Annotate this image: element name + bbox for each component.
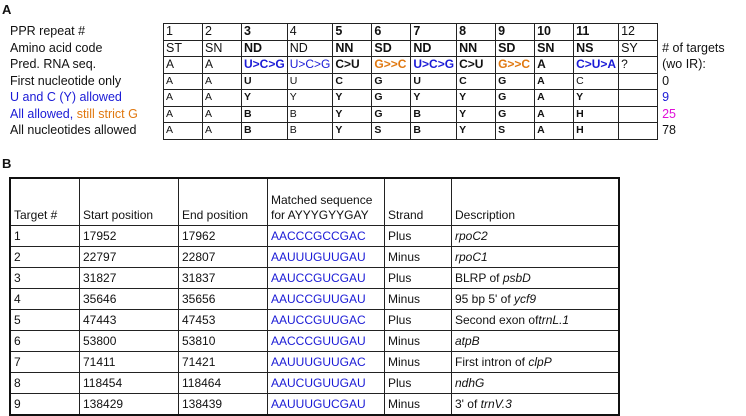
matched-sequence: AAUUUGUUGAU bbox=[268, 247, 385, 268]
ppr-cell: C bbox=[574, 73, 619, 90]
ppr-cell: A bbox=[535, 73, 574, 90]
ppr-cell: 6 bbox=[372, 24, 411, 41]
ppr-cell: ND bbox=[411, 40, 457, 57]
ppr-cell: C>U>A bbox=[574, 57, 619, 74]
ppr-cell: ND bbox=[287, 40, 333, 57]
matched-sequence: AAUCUGUUGAU bbox=[268, 373, 385, 394]
gene-name: atpB bbox=[455, 334, 480, 348]
start-position: 47443 bbox=[80, 310, 179, 331]
description: BLRP of psbD bbox=[452, 268, 620, 289]
ppr-cell: 4 bbox=[287, 24, 333, 41]
ppr-cell: SD bbox=[496, 40, 535, 57]
ppr-cell: B bbox=[242, 106, 288, 123]
row-label: PPR repeat # bbox=[10, 24, 86, 39]
start-position: 17952 bbox=[80, 226, 179, 247]
strand: Plus bbox=[385, 373, 452, 394]
ppr-cell bbox=[619, 73, 658, 90]
target-number: 1 bbox=[10, 226, 80, 247]
target-number: 8 bbox=[10, 373, 80, 394]
ppr-cell: G bbox=[372, 106, 411, 123]
ppr-cell bbox=[619, 90, 658, 107]
ppr-cell: A bbox=[203, 57, 242, 74]
target-number: 5 bbox=[10, 310, 80, 331]
ppr-cell: G bbox=[372, 73, 411, 90]
column-header: End position bbox=[179, 178, 268, 226]
column-header: Target # bbox=[10, 178, 80, 226]
ppr-cell: G>>C bbox=[496, 57, 535, 74]
table-row bbox=[10, 310, 619, 331]
column-header: Strand bbox=[385, 178, 452, 226]
table-row bbox=[10, 331, 619, 352]
target-table-header bbox=[10, 178, 619, 226]
ppr-cell: 9 bbox=[496, 24, 535, 41]
ppr-cell: C>U bbox=[333, 57, 372, 74]
gene-name: rpoC1 bbox=[455, 250, 488, 264]
ppr-cell bbox=[619, 123, 658, 140]
target-table bbox=[9, 177, 620, 416]
table-row bbox=[10, 394, 619, 416]
start-position: 53800 bbox=[80, 331, 179, 352]
strand: Minus bbox=[385, 331, 452, 352]
strand: Minus bbox=[385, 289, 452, 310]
targets-header-sub: (wo IR): bbox=[662, 57, 706, 72]
ppr-cell: NN bbox=[457, 40, 496, 57]
ppr-cell: Y bbox=[457, 123, 496, 140]
ppr-cell: 1 bbox=[164, 24, 203, 41]
ppr-cell: 10 bbox=[535, 24, 574, 41]
ppr-cell: Y bbox=[287, 90, 333, 107]
end-position: 53810 bbox=[179, 331, 268, 352]
ppr-row-all-nucleotides bbox=[10, 123, 727, 140]
ppr-cell: A bbox=[203, 73, 242, 90]
ppr-cell: C bbox=[457, 73, 496, 90]
ppr-code-table bbox=[10, 23, 727, 140]
target-number: 6 bbox=[10, 331, 80, 352]
row-label: First nucleotide only bbox=[10, 73, 122, 88]
targets-spacer bbox=[658, 24, 727, 41]
ppr-cell: U bbox=[411, 73, 457, 90]
description: Second exon oftrnL.1 bbox=[452, 310, 620, 331]
description bbox=[452, 331, 620, 352]
ppr-cell: C>U bbox=[457, 57, 496, 74]
ppr-row-y-allowed bbox=[10, 90, 727, 107]
start-position: 118454 bbox=[80, 373, 179, 394]
ppr-cell: B bbox=[411, 123, 457, 140]
ppr-cell: Y bbox=[457, 106, 496, 123]
row-label-all-allowed-part1: All allowed, bbox=[10, 106, 77, 121]
ppr-cell: SN bbox=[203, 40, 242, 57]
panel-b-label: B bbox=[2, 156, 12, 171]
ppr-cell: Y bbox=[411, 90, 457, 107]
end-position: 138439 bbox=[179, 394, 268, 416]
matched-sequence: AAUCCGUUGAU bbox=[268, 289, 385, 310]
ppr-cell: Y bbox=[333, 123, 372, 140]
strand: Minus bbox=[385, 352, 452, 373]
ppr-cell: G>>C bbox=[372, 57, 411, 74]
matched-sequence: AAUUUGUUGAC bbox=[268, 352, 385, 373]
ppr-cell: 3 bbox=[242, 24, 288, 41]
ppr-cell: 11 bbox=[574, 24, 619, 41]
start-position: 138429 bbox=[80, 394, 179, 416]
ppr-cell: H bbox=[574, 123, 619, 140]
ppr-cell: ST bbox=[164, 40, 203, 57]
target-number: 7 bbox=[10, 352, 80, 373]
description: 3' of trnV.3 bbox=[452, 394, 620, 416]
ppr-cell: SN bbox=[535, 40, 574, 57]
target-number: 9 bbox=[10, 394, 80, 416]
ppr-cell: U bbox=[287, 73, 333, 90]
matched-sequence: AAUCCGUCGAU bbox=[268, 268, 385, 289]
ppr-cell: C bbox=[333, 73, 372, 90]
ppr-cell: H bbox=[574, 106, 619, 123]
table-row bbox=[10, 226, 619, 247]
end-position: 22807 bbox=[179, 247, 268, 268]
start-position: 22797 bbox=[80, 247, 179, 268]
matched-sequence: AACCCGCCGAC bbox=[268, 226, 385, 247]
table-row bbox=[10, 247, 619, 268]
target-number: 4 bbox=[10, 289, 80, 310]
ppr-cell: A bbox=[164, 73, 203, 90]
gene-name: psbD bbox=[502, 271, 531, 285]
target-count: 0 bbox=[662, 73, 670, 88]
gene-name: rpoC2 bbox=[455, 229, 488, 243]
row-label: Pred. RNA seq. bbox=[10, 57, 97, 72]
end-position: 118464 bbox=[179, 373, 268, 394]
end-position: 47453 bbox=[179, 310, 268, 331]
ppr-cell: Y bbox=[457, 90, 496, 107]
ppr-cell: A bbox=[164, 106, 203, 123]
gene-name: trnL.1 bbox=[538, 313, 570, 327]
ppr-cell: G bbox=[372, 90, 411, 107]
start-position: 31827 bbox=[80, 268, 179, 289]
ppr-cell: A bbox=[535, 106, 574, 123]
strand: Plus bbox=[385, 310, 452, 331]
strand: Plus bbox=[385, 268, 452, 289]
target-number: 3 bbox=[10, 268, 80, 289]
ppr-cell: G bbox=[496, 90, 535, 107]
targets-header: # of targets bbox=[662, 40, 725, 55]
description bbox=[452, 226, 620, 247]
end-position: 35656 bbox=[179, 289, 268, 310]
ppr-cell: U>C>G bbox=[287, 57, 333, 74]
ppr-cell: A bbox=[203, 123, 242, 140]
ppr-cell: 7 bbox=[411, 24, 457, 41]
strand: Plus bbox=[385, 226, 452, 247]
ppr-cell: Y bbox=[242, 90, 288, 107]
ppr-cell: A bbox=[164, 123, 203, 140]
target-number: 2 bbox=[10, 247, 80, 268]
ppr-cell: 8 bbox=[457, 24, 496, 41]
ppr-cell: SY bbox=[619, 40, 658, 57]
matched-sequence: AACCCGUUGAU bbox=[268, 331, 385, 352]
description bbox=[452, 373, 620, 394]
ppr-cell: G bbox=[496, 106, 535, 123]
ppr-cell: Y bbox=[333, 106, 372, 123]
ppr-cell: NS bbox=[574, 40, 619, 57]
ppr-cell: A bbox=[164, 57, 203, 74]
start-position: 35646 bbox=[80, 289, 179, 310]
ppr-row-amino-acids bbox=[10, 40, 727, 57]
column-header: Description bbox=[452, 178, 620, 226]
description bbox=[452, 247, 620, 268]
ppr-cell: B bbox=[287, 106, 333, 123]
ppr-cell: ? bbox=[619, 57, 658, 74]
ppr-cell: Y bbox=[333, 90, 372, 107]
ppr-cell: A bbox=[535, 57, 574, 74]
ppr-cell bbox=[619, 106, 658, 123]
ppr-row-repeat-numbers bbox=[10, 24, 727, 41]
ppr-row-pred-rna bbox=[10, 57, 727, 74]
ppr-cell: U>C>G bbox=[411, 57, 457, 74]
gene-name: ycf9 bbox=[514, 292, 537, 306]
ppr-cell: S bbox=[496, 123, 535, 140]
ppr-cell: A bbox=[535, 123, 574, 140]
gene-name: trnV.3 bbox=[480, 397, 512, 411]
row-label: U and C (Y) allowed bbox=[10, 90, 122, 105]
target-count: 78 bbox=[662, 123, 676, 138]
table-row bbox=[10, 289, 619, 310]
ppr-cell: A bbox=[535, 90, 574, 107]
target-count: 9 bbox=[662, 90, 670, 105]
strand: Minus bbox=[385, 394, 452, 416]
ppr-cell: G bbox=[496, 73, 535, 90]
ppr-cell: SD bbox=[372, 40, 411, 57]
target-count: 25 bbox=[662, 106, 676, 121]
ppr-cell: B bbox=[411, 106, 457, 123]
end-position: 71421 bbox=[179, 352, 268, 373]
end-position: 17962 bbox=[179, 226, 268, 247]
table-row bbox=[10, 352, 619, 373]
ppr-cell: Y bbox=[574, 90, 619, 107]
ppr-cell: U bbox=[242, 73, 288, 90]
ppr-cell: A bbox=[164, 90, 203, 107]
gene-name: ndhG bbox=[455, 376, 485, 390]
ppr-cell: 12 bbox=[619, 24, 658, 41]
row-label: All nucleotides allowed bbox=[10, 123, 137, 138]
ppr-cell: NN bbox=[333, 40, 372, 57]
ppr-cell: B bbox=[287, 123, 333, 140]
ppr-cell: U>C>G bbox=[242, 57, 288, 74]
row-label-strict-g-part2: still strict G bbox=[76, 106, 138, 121]
description: First intron of clpP bbox=[452, 352, 620, 373]
ppr-cell: S bbox=[372, 123, 411, 140]
strand: Minus bbox=[385, 247, 452, 268]
matched-sequence: AAUUUGUCGAU bbox=[268, 394, 385, 416]
description: 95 bp 5' of ycf9 bbox=[452, 289, 620, 310]
row-label-all-allowed bbox=[10, 106, 164, 123]
start-position: 71411 bbox=[80, 352, 179, 373]
ppr-cell: B bbox=[242, 123, 288, 140]
ppr-cell: 2 bbox=[203, 24, 242, 41]
ppr-cell: A bbox=[203, 90, 242, 107]
panel-a-label: A bbox=[2, 2, 12, 17]
ppr-cell: 5 bbox=[333, 24, 372, 41]
gene-name: clpP bbox=[528, 355, 552, 369]
ppr-row-first-nucleotide bbox=[10, 73, 727, 90]
row-label: Amino acid code bbox=[10, 40, 103, 55]
ppr-row-all-allowed-strict-g bbox=[10, 106, 727, 123]
matched-sequence: AAUCCGUUGAC bbox=[268, 310, 385, 331]
column-header: Start position bbox=[80, 178, 179, 226]
table-row bbox=[10, 268, 619, 289]
end-position: 31837 bbox=[179, 268, 268, 289]
column-header: Matched sequence for AYYYGYYGAY bbox=[268, 178, 385, 226]
ppr-cell: ND bbox=[242, 40, 288, 57]
ppr-cell: A bbox=[203, 106, 242, 123]
table-row bbox=[10, 373, 619, 394]
